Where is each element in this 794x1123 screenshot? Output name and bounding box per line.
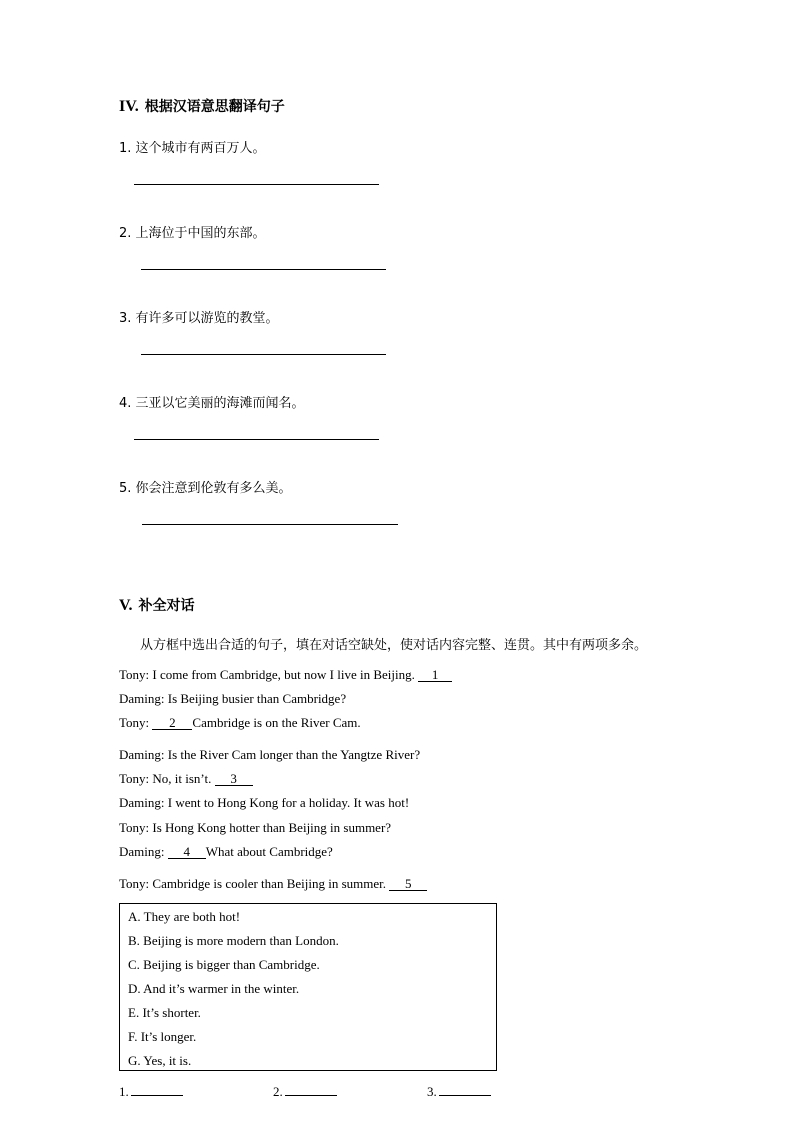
answer-line-1[interactable] (134, 184, 379, 185)
dialogue-text: What about Cambridge? (205, 844, 333, 859)
options-box (119, 903, 497, 1071)
dialogue-text: Tony: (119, 715, 153, 730)
section-5-title: 补全对话 (138, 598, 195, 614)
answer-1 (119, 1083, 183, 1100)
answer-line-2[interactable] (141, 269, 386, 270)
dialogue-line-5 (119, 771, 253, 787)
translation-item-3: 3. 有许多可以游览的教堂。 (119, 311, 279, 326)
answer-label-2: 2. (273, 1084, 283, 1099)
answer-blank-2[interactable] (285, 1083, 337, 1096)
dialogue-line-8 (119, 844, 333, 860)
dialogue-line-9 (119, 876, 427, 892)
dialogue-line-7: Tony: Is Hong Kong hotter than Beijing in summer? (119, 820, 392, 835)
dialogue-blank-2[interactable]: 2 (152, 716, 192, 730)
option-e: E. It’s shorter. (128, 1005, 201, 1020)
answer-3 (427, 1083, 491, 1100)
option-d: D. And it’s warmer in the winter. (128, 981, 300, 996)
dialogue-line-1 (119, 667, 452, 683)
dialogue-line-6: Daming: I went to Hong Kong for a holiday. It was hot! (119, 795, 410, 810)
option-a: A. They are both hot! (128, 909, 241, 924)
answer-line-4[interactable] (134, 439, 379, 440)
answer-label-1: 1. (119, 1084, 129, 1099)
translation-item-4: 4. 三亚以它美丽的海滩而闻名。 (119, 396, 305, 411)
section-4-heading (119, 96, 285, 116)
dialogue-line-3 (119, 715, 361, 731)
option-g: G. Yes, it is. (128, 1053, 192, 1068)
dialogue-line-2: Daming: Is Beijing busier than Cambridge? (119, 691, 347, 706)
translation-item-1: 1. 这个城市有两百万人。 (119, 141, 266, 156)
dialogue-blank-3[interactable]: 3 (215, 772, 253, 786)
dialogue-blank-1[interactable]: 1 (418, 668, 452, 682)
option-f: F. It’s longer. (128, 1029, 197, 1044)
translation-item-5: 5. 你会注意到伦敦有多么美。 (119, 481, 292, 496)
option-b: B. Beijing is more modern than London. (128, 933, 339, 948)
section-5-instruction: 从方框中选出合适的句子，填在对话空缺处，使对话内容完整、连贯。其中有两项多余。 (140, 638, 648, 653)
answer-label-3: 3. (427, 1084, 437, 1099)
dialogue-text: Tony: No, it isn’t. (119, 771, 215, 786)
section-4-number: IV. (119, 98, 139, 115)
section-5-number: V. (119, 597, 133, 614)
dialogue-blank-4[interactable]: 4 (168, 845, 206, 859)
answer-line-5[interactable] (142, 524, 398, 525)
dialogue-text: Tony: I come from Cambridge, but now I live in Beijing. (119, 667, 419, 682)
dialogue-text: Daming: (119, 844, 168, 859)
section-5-heading (119, 595, 195, 615)
dialogue-line-4: Daming: Is the River Cam longer than the Yangtze River? (119, 747, 421, 762)
translation-item-2: 2. 上海位于中国的东部。 (119, 226, 266, 241)
answer-blank-1[interactable] (131, 1083, 183, 1096)
answer-blank-3[interactable] (439, 1083, 491, 1096)
answer-line-3[interactable] (141, 354, 386, 355)
option-c: C. Beijing is bigger than Cambridge. (128, 957, 320, 972)
section-4-title: 根据汉语意思翻译句子 (144, 99, 285, 115)
dialogue-text: Cambridge is on the River Cam. (192, 715, 361, 730)
dialogue-text: Tony: Cambridge is cooler than Beijing in summer. (119, 876, 390, 891)
answer-2 (273, 1083, 337, 1100)
dialogue-blank-5[interactable]: 5 (389, 877, 427, 891)
